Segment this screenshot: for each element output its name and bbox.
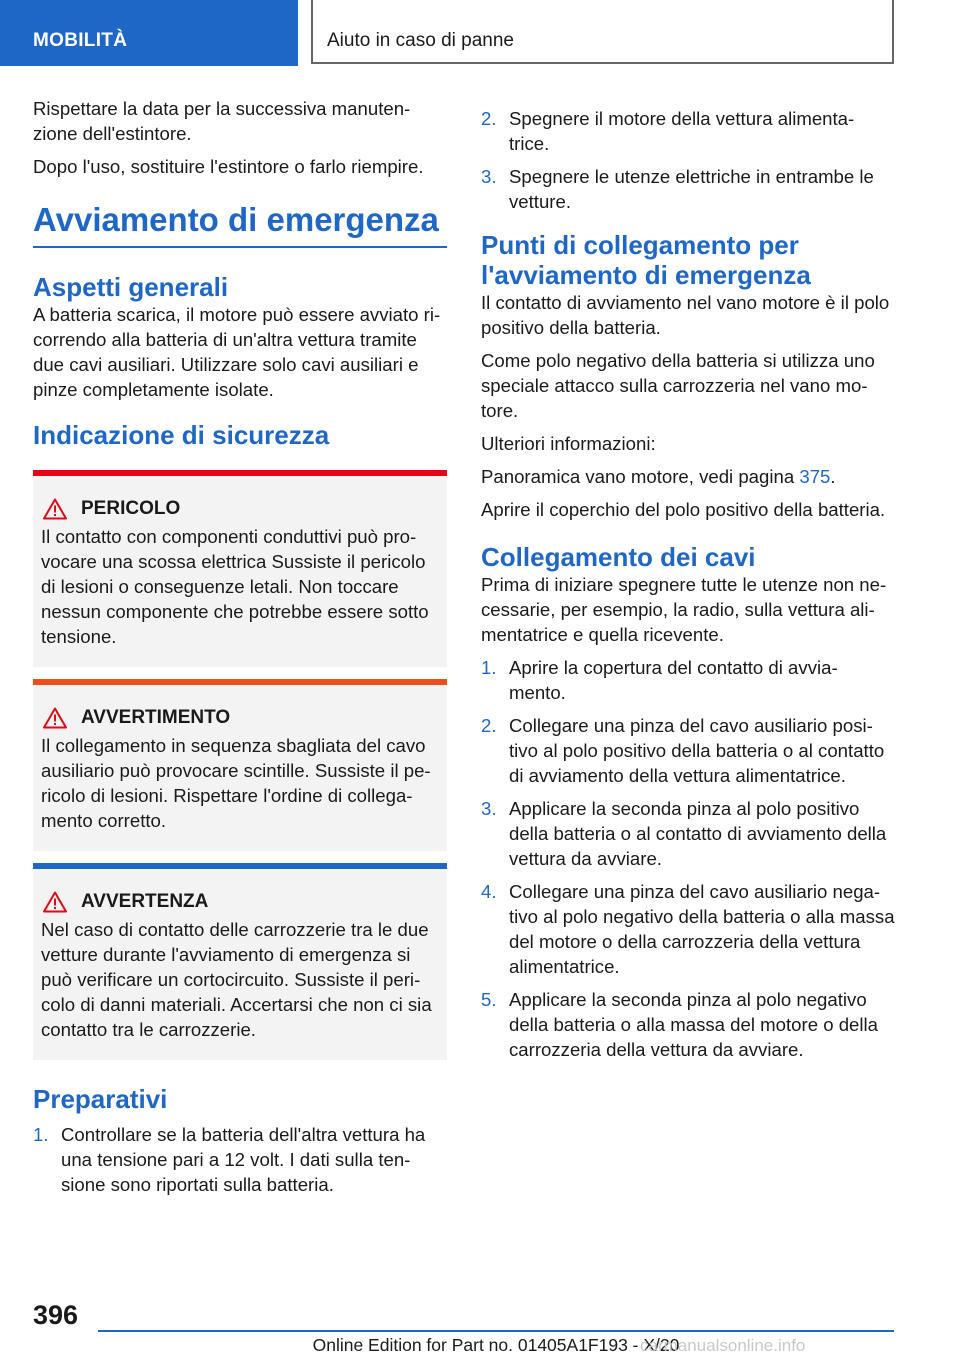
step-text: Spegnere le utenze elettriche in entrambe le vetture.	[509, 166, 874, 212]
section-heading-general: Aspetti generali	[33, 272, 229, 302]
list-item	[481, 796, 895, 871]
note-text: Il contatto con componenti conduttivi può pro‐ vocare una scossa elettrica Sussiste il pericolo di lesioni o conseguenze letali. Non toccare nessun componente che potrebbe essere sotto tensione.	[41, 526, 429, 647]
intro-paragraph: Rispettare la data per la successiva manuten‐ zione dell'estintore.	[33, 98, 411, 144]
list-item	[481, 713, 895, 788]
cables-steps-list	[481, 655, 895, 1062]
step-number: 4.	[481, 881, 497, 902]
note-title: AVVERTENZA	[81, 891, 209, 912]
list-item	[481, 879, 895, 979]
section-title: MOBILITÀ	[33, 30, 128, 51]
page-link[interactable]: 375	[799, 466, 831, 487]
step-text: Collegare una pinza del cavo ausiliario nega‐ tivo al polo negativo della batteria o alla massa del motore o della carrozzeria della vettura alimentatrice.	[509, 881, 895, 977]
right-column	[481, 96, 895, 1070]
cross-ref-text: Panoramica vano motore, vedi pagina	[481, 466, 800, 487]
points-paragraph: Ulteriori informazioni:	[481, 433, 656, 454]
step-number: 1.	[481, 657, 497, 678]
points-paragraph: Aprire il coperchio del polo positivo della batteria.	[481, 499, 886, 520]
note-title: PERICOLO	[81, 498, 181, 519]
step-text: Collegare una pinza del cavo ausiliario posi‐ tivo al polo positivo della batteria o al contatto di avviamento della vettura alimentatrice.	[509, 715, 885, 786]
note-header	[41, 891, 439, 913]
section-heading-points: Punti di collegamento per l'avviamento di emergenza	[481, 230, 811, 290]
cross-ref-suffix: .	[830, 466, 836, 487]
note-text: Il collegamento in sequenza sbagliata del cavo ausiliario può provocare scintille. Sussiste il pe‐ ricolo di lesioni. Rispettare l'ordine di collega‐ mento corretto.	[41, 735, 431, 831]
list-item	[33, 1122, 447, 1197]
step-text: Controllare se la batteria dell'altra vettura ha una tensione pari a 12 volt. I dati sulla ten‐ sione sono riportati sulla batteria.	[61, 1124, 426, 1195]
step-number: 2.	[481, 108, 497, 129]
step-text: Spegnere il motore della vettura alimenta‐ trice.	[509, 108, 855, 154]
list-item	[481, 987, 895, 1062]
step-number: 2.	[481, 715, 497, 736]
section-heading-safety: Indicazione di sicurezza	[33, 420, 330, 450]
points-paragraph: Il contatto di avviamento nel vano motore è il polo positivo della batteria.	[481, 292, 890, 338]
danger-note	[33, 470, 447, 667]
section-heading-cables: Collegamento dei cavi	[481, 542, 756, 572]
footer-edition: Online Edition for Part no. 01405A1F193 - X/20	[312, 1335, 680, 1355]
chapter-heading: Avviamento di emergenza	[33, 199, 447, 248]
note-title: AVVERTIMENTO	[81, 707, 231, 728]
page-header	[0, 0, 960, 66]
caution-note	[33, 863, 447, 1060]
intro-paragraph: Dopo l'uso, sostituire l'estintore o farlo riempire.	[33, 156, 424, 177]
page-number: 396	[33, 1300, 79, 1330]
note-text: Nel caso di contatto delle carrozzerie tra le due vetture durante l'avviamento di emergenza si può verificare un cortocircuito. Sussiste il peri‐ colo di danni materiali. Accertarsi che non ci sia contatto tra le carrozzerie.	[41, 919, 432, 1040]
list-item	[481, 655, 895, 705]
chapter-tab	[311, 0, 894, 64]
prep-steps-list	[33, 1122, 447, 1197]
footer-divider	[98, 1330, 894, 1332]
step-number: 3.	[481, 798, 497, 819]
prep-steps-list-continued	[481, 106, 895, 214]
step-number: 3.	[481, 166, 497, 187]
cables-intro: Prima di iniziare spegnere tutte le utenze non ne‐ cessarie, per esempio, la radio, sulla vettura ali‐ mentatrice e quella ricevente.	[481, 574, 887, 645]
points-paragraph: Come polo negativo della batteria si utilizza uno speciale attacco sulla carrozzeria nel vano mo‐ tore.	[481, 350, 875, 421]
left-column	[33, 96, 447, 1205]
step-text: Aprire la copertura del contatto di avvia‐ mento.	[509, 657, 838, 703]
step-number: 1.	[33, 1124, 49, 1145]
note-header	[41, 707, 439, 729]
general-paragraph: A batteria scarica, il motore può essere avviato ri‐ correndo alla batteria di un'altra vettura tramite due cavi ausiliari. Utilizzare solo cavi ausiliari e pinze completamente isolate.	[33, 304, 441, 400]
warning-note	[33, 679, 447, 851]
warning-triangle-icon	[43, 498, 67, 520]
list-item	[481, 164, 895, 214]
warning-triangle-icon	[43, 891, 67, 913]
points-paragraph	[481, 464, 895, 489]
warning-triangle-icon	[43, 707, 67, 729]
list-item	[481, 106, 895, 156]
section-tab	[0, 0, 298, 66]
watermark: carmanualsonline.info	[640, 1336, 806, 1355]
section-heading-prep: Preparativi	[33, 1084, 168, 1114]
step-text: Applicare la seconda pinza al polo negativo della batteria o alla massa del motore o della carrozzeria della vettura da avviare.	[509, 989, 878, 1060]
step-text: Applicare la seconda pinza al polo positivo della batteria o al contatto di avviamento della vettura da avviare.	[509, 798, 887, 869]
chapter-title: Aiuto in caso di panne	[327, 30, 514, 51]
note-header	[41, 498, 439, 520]
step-number: 5.	[481, 989, 497, 1010]
